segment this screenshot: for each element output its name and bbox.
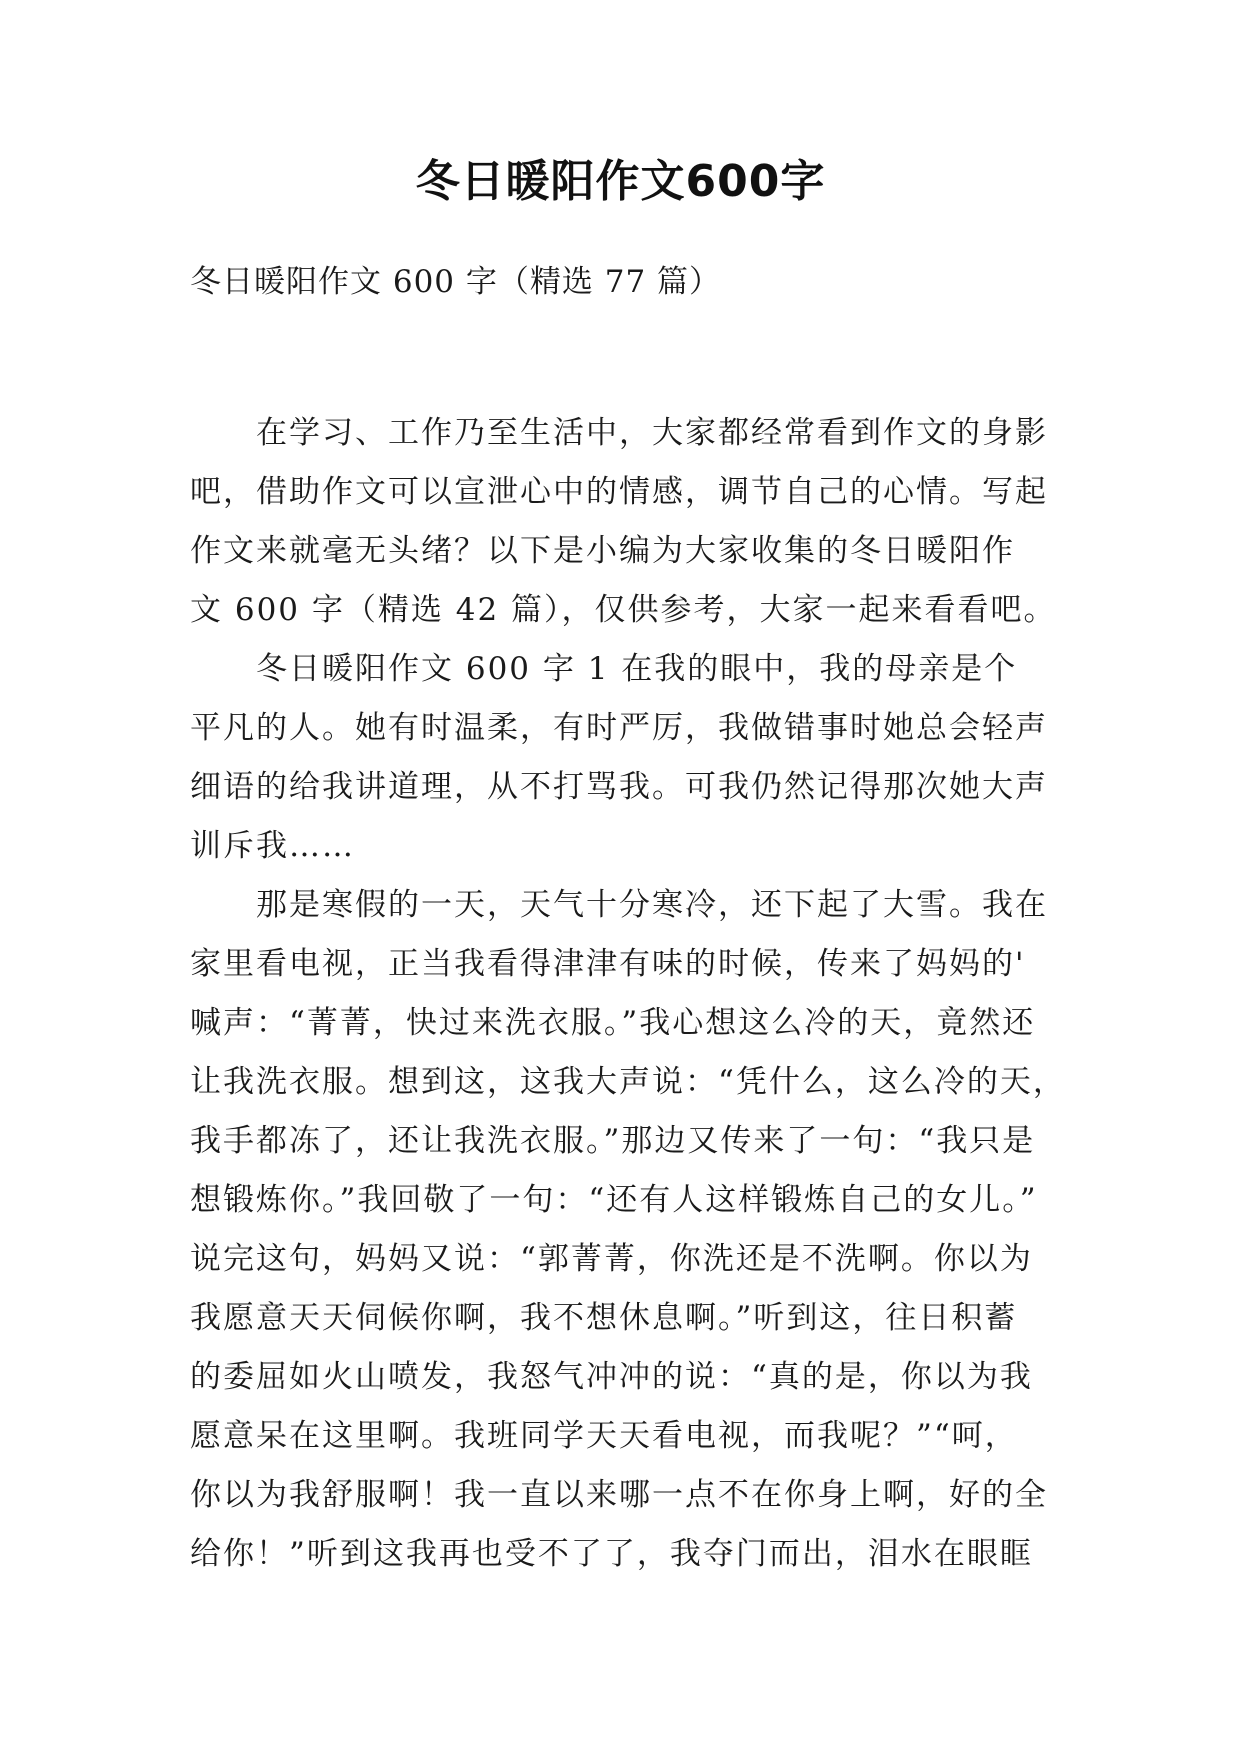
body-line: 那是寒假的一天，天气十分寒冷，还下起了大雪。我在 [256,887,1048,923]
body-line: 训斥我…… [190,828,355,864]
body-line: 家里看电视，正当我看得津津有味的时候，传来了妈妈的' [190,946,1026,982]
body-line: 想锻炼你。”我回敬了一句：“还有人这样锻炼自己的女儿。” [190,1182,1038,1218]
body-line: 让我洗衣服。想到这，这我大声说：“凭什么，这么冷的天， [190,1064,1066,1100]
body-line: 冬日暖阳作文 600 字 1 在我的眼中，我的母亲是个 [256,651,1018,687]
body-line: 的委屈如火山喷发，我怒气冲冲的说：“真的是，你以为我 [190,1359,1033,1395]
body-line: 愿意呆在这里啊。我班同学天天看电视，而我呢？”“呵， [190,1418,1018,1454]
body-line: 我愿意天天伺候你啊，我不想休息啊。”听到这，往日积蓄 [190,1300,1018,1336]
body-line: 平凡的人。她有时温柔，有时严厉，我做错事时她总会轻声 [190,710,1048,746]
body-line: 在学习、工作乃至生活中，大家都经常看到作文的身影 [256,415,1048,451]
body-line: 细语的给我讲道理，从不打骂我。可我仍然记得那次她大声 [190,769,1048,805]
body-line: 说完这句，妈妈又说：“郭菁菁，你洗还是不洗啊。你以为 [190,1241,1033,1277]
body-line: 我手都冻了，还让我洗衣服。”那边又传来了一句：“我只是 [190,1123,1036,1159]
body-line: 作文来就毫无头绪？以下是小编为大家收集的冬日暖阳作 [190,533,1015,569]
document-subtitle: 冬日暖阳作文 600 字（精选 77 篇） [190,264,722,300]
body-line: 你以为我舒服啊！我一直以来哪一点不在你身上啊，好的全 [190,1477,1048,1513]
body-line: 喊声：“菁菁，快过来洗衣服。”我心想这么冷的天，竟然还 [190,1005,1036,1041]
body-line: 文 600 字（精选 42 篇），仅供参考，大家一起来看看吧。 [190,592,1057,628]
body-line: 吧，借助作文可以宣泄心中的情感，调节自己的心情。写起 [190,474,1048,510]
document-body [190,404,1066,1584]
document-title: 冬日暖阳作文600字 [415,156,826,207]
body-line: 给你！”听到这我再也受不了了，我夺门而出，泪水在眼眶 [190,1536,1033,1572]
